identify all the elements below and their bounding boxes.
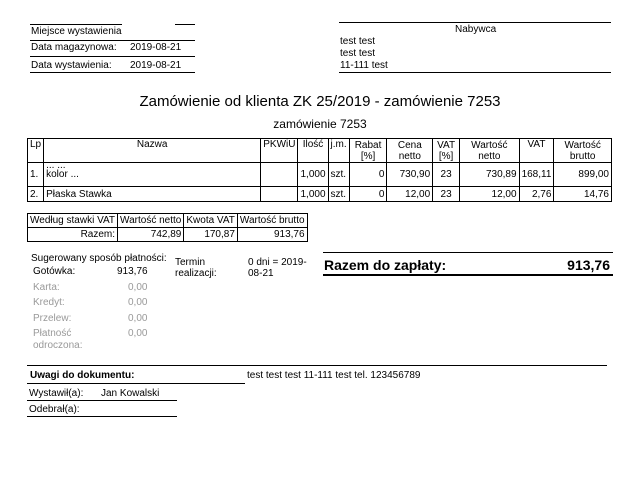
term-value-2: 08-21	[248, 268, 274, 279]
header-rabat-line2: [%]	[360, 150, 376, 162]
payment-transfer-value: 0,00	[128, 313, 148, 324]
row-ilosc: 1,000	[298, 163, 328, 187]
payment-card-value: 0,00	[128, 282, 148, 293]
notes-value: test test test 11-111 test tel. 123456789	[247, 370, 421, 381]
row-vat-rate: 23	[433, 163, 460, 187]
header-vat-rate-line1: VAT	[437, 139, 456, 151]
header-jm: j.m.	[328, 139, 349, 163]
row-pkwiu	[261, 163, 298, 187]
payment-deferred-label-1: Płatność	[33, 328, 72, 339]
issued-by-value: Jan Kowalski	[101, 388, 160, 399]
header-rabat-line1: Rabat	[354, 139, 382, 151]
header-pkwiu: PKWiU	[261, 139, 298, 163]
header-brutto-value	[554, 139, 612, 163]
payment-cash-value: 913,76	[117, 266, 148, 277]
header-lp: Lp	[28, 139, 44, 163]
notes-label: Uwagi do dokumentu:	[30, 370, 135, 381]
issue-date-value: 2019-08-21	[130, 60, 182, 71]
header-vat: VAT	[519, 139, 554, 163]
row-vat: 168,11	[519, 163, 554, 187]
row-jm: szt.	[328, 187, 349, 202]
row-rabat: 0	[349, 187, 387, 202]
payment-deferred-label-2: odroczona:	[33, 340, 83, 351]
warehouse-date-label: Data magazynowa:	[31, 42, 117, 53]
header-cena	[387, 139, 433, 163]
payment-cash-label: Gotówka:	[33, 266, 76, 277]
header-netto-value	[460, 139, 520, 163]
header-nazwa: Nazwa	[44, 139, 261, 163]
document-subtitle: zamówienie 7253	[273, 117, 367, 131]
payment-credit-value: 0,00	[128, 297, 148, 308]
header-brutto-line2: brutto	[569, 150, 596, 162]
header-ilosc: Ilość	[298, 139, 328, 163]
buyer-title: Nabywca	[455, 24, 497, 35]
row-brutto: 14,76	[554, 187, 612, 202]
vat-summary-vat: 170,87	[184, 228, 238, 242]
vat-summary-brutto: 913,76	[237, 228, 307, 242]
row-nazwa-line1: ... ...	[46, 163, 66, 171]
items-header-row	[28, 139, 612, 163]
total-value: 913,76	[567, 257, 610, 273]
issued-by-label: Wystawił(a):	[29, 388, 84, 399]
row-rabat: 0	[349, 163, 387, 187]
row-lp: 1.	[28, 163, 44, 187]
vat-summary-header	[28, 214, 308, 228]
vat-summary-table	[27, 213, 308, 242]
row-nazwa-line2: kolor ...	[46, 168, 79, 180]
row-lp: 2.	[28, 187, 44, 202]
buyer-line-1: test test	[340, 36, 376, 47]
vat-summary-label: Razem:	[28, 228, 118, 242]
vat-summary-row	[28, 228, 308, 242]
row-netto: 730,89	[460, 163, 520, 187]
header-vat-rate-line2: [%]	[438, 150, 454, 162]
row-netto: 12,00	[460, 187, 520, 202]
header-vat-rate	[433, 139, 460, 163]
row-vat: 2,76	[519, 187, 554, 202]
row-nazwa: Płaska Stawka	[44, 187, 261, 202]
row-vat-rate: 23	[433, 187, 460, 202]
items-table	[27, 138, 612, 202]
payment-title: Sugerowany sposób płatności:	[31, 253, 167, 264]
header-brutto-line1: Wartość	[564, 139, 601, 151]
header-cena-line2: netto	[398, 150, 421, 162]
vat-summary-netto: 742,89	[118, 228, 184, 242]
term-label-1: Termin	[175, 257, 206, 268]
header-netto-line1: Wartość	[471, 139, 508, 151]
received-by-label: Odebrał(a):	[29, 404, 80, 415]
payment-card-label: Karta:	[33, 282, 60, 293]
row-cena: 12,00	[387, 187, 433, 202]
header-netto-line2: netto	[478, 150, 501, 162]
warehouse-date-value: 2019-08-21	[130, 42, 182, 53]
document-title: Zamówienie od klienta ZK 25/2019 - zamówienie 7253	[139, 93, 501, 110]
payment-deferred-value: 0,00	[128, 328, 148, 339]
buyer-line-2: test test	[340, 48, 376, 59]
vat-summary-h2: Wartość netto	[118, 214, 184, 228]
term-label-2: realizacji:	[175, 268, 217, 279]
table-row	[28, 163, 612, 187]
vat-summary-h1: Według stawki VAT	[28, 214, 118, 228]
row-nazwa	[44, 163, 261, 187]
total-label: Razem do zapłaty:	[324, 257, 447, 273]
row-pkwiu	[261, 187, 298, 202]
vat-summary-h4: Wartość brutto	[237, 214, 307, 228]
row-ilosc: 1,000	[298, 187, 328, 202]
row-brutto: 899,00	[554, 163, 612, 187]
place-of-issue-label: Miejsce wystawienia	[31, 26, 122, 37]
table-row	[28, 187, 612, 202]
header-rabat	[349, 139, 387, 163]
payment-credit-label: Kredyt:	[33, 297, 65, 308]
header-cena-line1: Cena	[397, 139, 422, 151]
issue-date-label: Data wystawienia:	[31, 60, 112, 71]
row-cena: 730,90	[387, 163, 433, 187]
payment-transfer-label: Przelew:	[33, 313, 72, 324]
term-value-1: 0 dni = 2019-	[248, 257, 307, 268]
row-jm: szt.	[328, 163, 349, 187]
vat-summary-h3: Kwota VAT	[184, 214, 238, 228]
buyer-line-3: 11-111 test	[340, 60, 388, 71]
